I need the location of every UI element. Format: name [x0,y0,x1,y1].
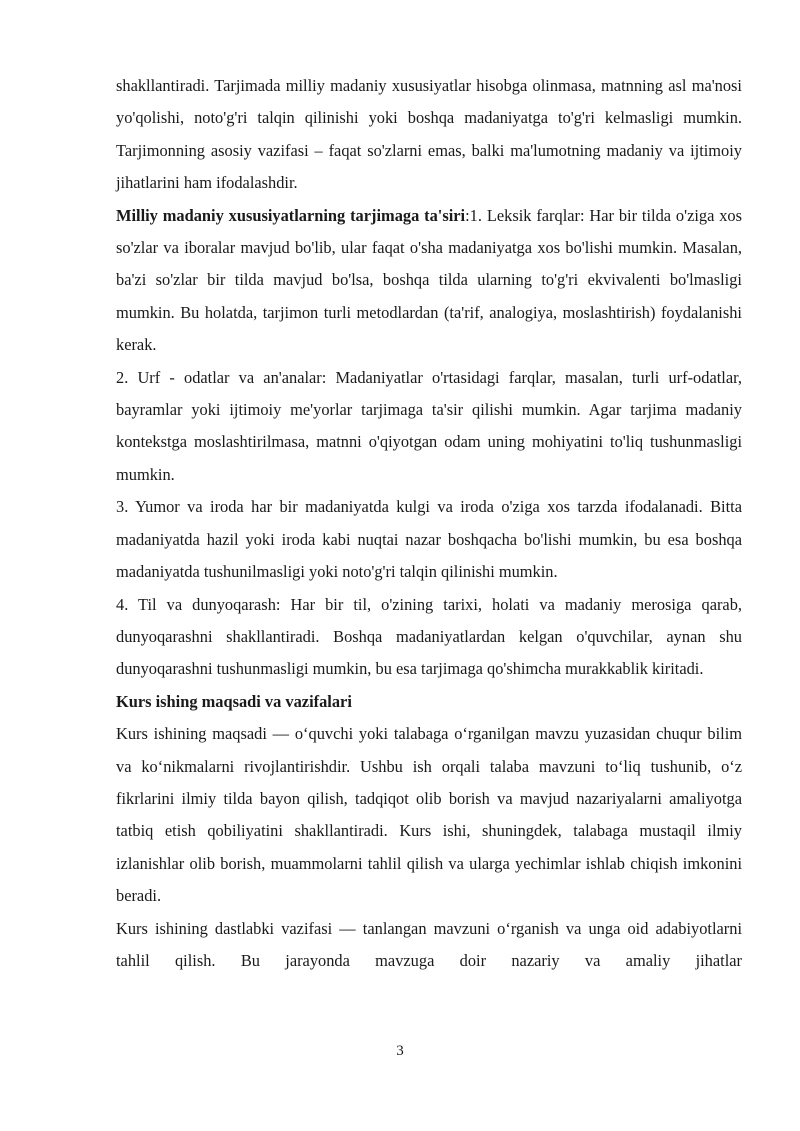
section-heading: Kurs ishing maqsadi va vazifalari [116,691,352,711]
paragraph-text: :1. Leksik farqlar: Har bir tilda o'ziga xos so'zlar va iboralar mavjud bo'lib, ular faqat o'sha madaniyatga xos bo'lishi mumkin. Masalan, ba'zi so'zlar bir tilda mavjud bo'lsa, boshqa tilda ularning to'g'ri ekvivalenti bo'lmasligi mumkin. Bu holatda, tarjimon turli metodlardan (ta'rif, analogiya, moslashtirish) foydalanishi kerak. [116,205,742,355]
paragraph-intro-continuation [116,70,742,200]
paragraph-course-goal [116,718,742,912]
inline-bold-heading: Milliy madaniy xususiyatlarning tarjimaga ta'siri [116,205,466,225]
page-number: 3 [396,1043,404,1059]
paragraph-text: Kurs ishining dastlabki vazifasi — tanlangan mavzuni o‘rganish va unga oid adabiyotlarni tahlil qilish. Bu jarayonda mavzuga doir nazariy va amaliy jihatlar [116,918,742,970]
paragraph-worldview [116,589,742,686]
page-body [116,70,742,977]
paragraph-course-tasks [116,913,742,978]
paragraph-text: shakllantiradi. Tarjimada milliy madaniy xususiyatlar hisobga olinmasa, matnning asl ma'nosi yo'qolishi, noto'g'ri talqin qilinishi yoki boshqa madaniyatga to'g'ri kelmasligi mumkin. Tarjimonning asosiy vazifasi – faqat so'zlarni emas, balki ma'lumotning madaniy va ijtimoiy jihatlarini ham ifodalashdir. [116,76,742,193]
paragraph-text: 4. Til va dunyoqarash: Har bir til, o'zining tarixi, holati va madaniy merosiga qarab, dunyoqarashni shakllantiradi. Boshqa madaniyatlardan kelgan o'quvchilar, aynan shu dunyoqarashni tushunmasligi mumkin, bu esa tarjimaga qo'shimcha murakkablik kiritadi. [116,594,742,679]
paragraph-text: 2. Urf - odatlar va an'analar: Madaniyatlar o'rtasidagi farqlar, masalan, turli urf-odatlar, bayramlar yoki ijtimoiy me'yorlar tarjimaga ta'sir qilishi mumkin. Agar tarjima madaniy kontekstga moslashtirilmasa, matnni o'qiyotgan odam uning mohiyatini to'liq tushunmasligi mumkin. [116,367,742,484]
paragraph-text: 3. Yumor va iroda har bir madaniyatda kulgi va iroda o'ziga xos tarzda ifodalanadi. Bitta madaniyatda hazil yoki iroda kabi nuqtai nazar boshqacha bo'lishi mumkin, bu esa boshqa madaniyatda tushunilmasligi yoki noto'g'ri talqin qilinishi mumkin. [116,497,742,582]
paragraph-humor [116,491,742,588]
paragraph-customs [116,362,742,492]
paragraph-cultural-influence [116,200,742,362]
paragraph-text: Kurs ishining maqsadi — o‘quvchi yoki talabaga o‘rganilgan mavzu yuzasidan chuqur bilim va ko‘nikmalarni rivojlantirishdir. Ushbu ish orqali talaba mavzuni to‘liq tushunib, o‘z fikrlarini ilmiy tilda bayon qilish, tadqiqot olib borish va mavjud nazariyalarni amaliyotga tatbiq etish qobiliyatini shakllantiradi. Kurs ishi, shuningdek, talabaga mustaqil ilmiy izlanishlar olib borish, muammolarni tahlil qilish va ularga yechimlar ishlab chiqish imkonini beradi. [116,724,742,906]
